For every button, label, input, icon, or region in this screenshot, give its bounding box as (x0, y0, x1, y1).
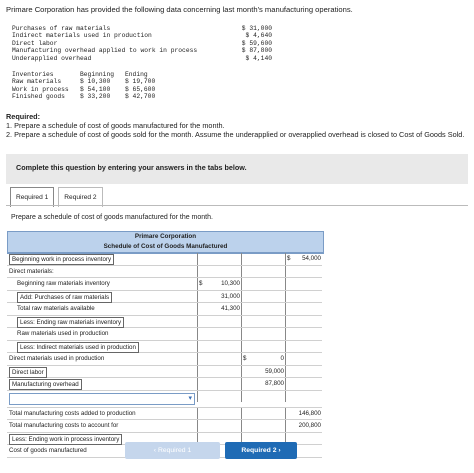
inv-header: Inventories (12, 71, 54, 78)
inv-cell: $ 19,700 (125, 78, 156, 86)
schedule-row-label: Total manufacturing costs added to production (9, 409, 136, 417)
schedule-lines (7, 253, 322, 458)
schedule-row-label[interactable]: Direct labor (9, 367, 47, 378)
inner-amount-cell-value: 0 (280, 355, 284, 362)
mid-amount-cell[interactable] (197, 328, 242, 340)
inner-amount-cell[interactable] (241, 353, 286, 365)
required-item: 2. Prepare a schedule of cost of goods sold for the month. Assume the underapplied or overapplied overhead is closed to Cost of Goods Sold. (6, 130, 465, 139)
total-amount-cell[interactable] (285, 291, 323, 303)
problem-intro: Primare Corporation has provided the following data concerning last month's manufacturing operations. (6, 5, 353, 14)
mid-amount-cell[interactable] (197, 366, 242, 378)
overhead-adjust-select[interactable] (9, 393, 195, 405)
schedule-row (7, 353, 322, 366)
mid-amount-cell[interactable] (197, 266, 242, 278)
schedule-row (7, 366, 322, 379)
tab-required-1[interactable]: Required 1 (10, 187, 54, 207)
schedule-row (7, 278, 322, 291)
mid-amount-cell[interactable] (197, 391, 242, 403)
schedule-row-label[interactable]: Less: Indirect materials used in production (17, 342, 139, 353)
total-amount-cell[interactable] (285, 303, 323, 315)
next-button[interactable]: Required 2 › (225, 442, 297, 459)
inv-cell: $ 65,600 (125, 85, 156, 93)
inner-amount-cell[interactable] (241, 420, 286, 432)
mid-amount-cell[interactable] (197, 253, 242, 265)
required-item: 1. Prepare a schedule of cost of goods manufactured for the month. (6, 121, 225, 130)
dollar-sign: $ (287, 255, 291, 262)
inv-cell: Raw materials (12, 78, 62, 86)
schedule-row-label: Total raw materials available (17, 305, 95, 312)
inner-amount-cell[interactable] (241, 341, 286, 353)
dollar-sign: $ (199, 280, 203, 287)
inv-cell: $ 10,300 (80, 78, 111, 86)
schedule-row (7, 391, 322, 408)
mid-amount-cell[interactable] (197, 278, 242, 290)
schedule-row-label: Direct materials: (9, 267, 54, 275)
tab-bar (10, 187, 107, 207)
mid-amount-cell[interactable] (197, 316, 242, 328)
inner-amount-cell[interactable] (241, 266, 286, 278)
total-amount-cell[interactable] (285, 316, 323, 328)
schedule-header (7, 231, 324, 254)
mid-amount-cell[interactable] (197, 291, 242, 303)
next-button-label: Required 2 (241, 447, 277, 454)
mid-amount-cell[interactable] (197, 353, 242, 365)
schedule-row-label[interactable]: Less: Ending work in process inventory (9, 434, 122, 445)
inner-amount-cell[interactable] (241, 291, 286, 303)
fact-value: $ 4,640 (245, 32, 272, 40)
schedule-row-label[interactable]: Add: Purchases of raw materials (17, 292, 112, 303)
total-amount-cell[interactable] (285, 420, 323, 432)
schedule-row (7, 420, 322, 433)
inv-cell: $ 42,700 (125, 93, 156, 101)
instruction-text: Complete this question by entering your answers in the tabs below. (16, 163, 247, 172)
fact-label: Direct labor (12, 39, 58, 47)
mid-amount-cell-value: 41,300 (221, 305, 240, 312)
total-amount-cell[interactable] (285, 366, 323, 378)
fact-label: Purchases of raw materials (12, 25, 111, 32)
schedule-row (7, 253, 322, 266)
inner-amount-cell[interactable] (241, 328, 286, 340)
inner-amount-cell-value: 87,800 (265, 380, 284, 387)
total-amount-cell[interactable] (285, 266, 323, 278)
schedule-row (7, 303, 322, 316)
mid-amount-cell[interactable] (197, 303, 242, 315)
mid-amount-cell-value: 10,300 (221, 280, 240, 287)
inner-amount-cell-value: 59,000 (265, 367, 284, 375)
fact-label: Underapplied overhead (12, 54, 92, 62)
schedule-row (7, 316, 322, 329)
schedule-row-label: Beginning raw materials inventory (17, 280, 110, 287)
inv-cell: Work in process (12, 85, 69, 93)
required-section (6, 112, 470, 139)
fact-value: $ 4,140 (245, 54, 272, 62)
schedule-company: Primare Corporation (8, 232, 323, 242)
inv-cell: $ 54,100 (80, 85, 111, 93)
total-amount-cell[interactable] (285, 253, 323, 265)
facts-table (12, 25, 272, 62)
fact-label: Manufacturing overhead applied to work in process (12, 47, 198, 55)
schedule-row-label: Direct materials used in production (9, 355, 105, 362)
inv-header: Ending (125, 71, 148, 78)
total-amount-cell-value: 54,000 (302, 255, 321, 262)
tab-required-2[interactable]: Required 2 (58, 187, 102, 207)
schedule-row-label[interactable]: Beginning work in process inventory (9, 254, 114, 265)
schedule-row (7, 408, 322, 421)
inner-amount-cell[interactable] (241, 408, 286, 420)
inner-amount-cell[interactable] (241, 303, 286, 315)
fact-value: $ 31,000 (241, 25, 272, 32)
fact-label: Indirect materials used in production (12, 32, 152, 40)
total-amount-cell[interactable] (285, 378, 323, 390)
inv-cell: $ 33,200 (80, 93, 111, 101)
inner-amount-cell[interactable] (241, 278, 286, 290)
fact-value: $ 87,800 (241, 47, 272, 55)
inventories-table (12, 71, 170, 101)
mid-amount-cell[interactable] (197, 378, 242, 390)
inv-header: Beginning (80, 71, 115, 78)
mid-amount-cell[interactable] (197, 341, 242, 353)
tab-divider (6, 205, 468, 206)
schedule-row-label[interactable]: Less: Ending raw materials inventory (17, 317, 124, 328)
prev-button[interactable]: ‹ Required 1 (125, 442, 220, 459)
mid-amount-cell[interactable] (197, 408, 242, 420)
tab-prompt: Prepare a schedule of cost of goods manufactured for the month. (11, 214, 213, 221)
schedule-row (7, 291, 322, 304)
total-amount-cell[interactable] (285, 341, 323, 353)
required-heading: Required: (6, 112, 41, 121)
total-amount-cell[interactable] (285, 408, 323, 420)
inner-amount-cell[interactable] (241, 378, 286, 390)
inner-amount-cell[interactable] (241, 391, 286, 403)
schedule-row-label: Total manufacturing costs to account for (9, 422, 119, 429)
inner-amount-cell[interactable] (241, 253, 286, 265)
total-amount-cell-value: 146,800 (298, 409, 321, 417)
total-amount-cell[interactable] (285, 328, 323, 340)
total-amount-cell[interactable] (285, 278, 323, 290)
total-amount-cell-value: 200,800 (298, 422, 321, 429)
schedule-title: Schedule of Cost of Goods Manufactured (8, 242, 323, 253)
total-amount-cell[interactable] (285, 391, 323, 403)
chevron-down-icon: ▾ (188, 394, 192, 402)
schedule-row (7, 328, 322, 341)
schedule-row-label: Raw materials used in production (17, 330, 109, 337)
dollar-sign: $ (243, 355, 247, 362)
mid-amount-cell[interactable] (197, 420, 242, 432)
fact-value: $ 59,600 (241, 39, 272, 47)
mid-amount-cell-value: 31,000 (221, 292, 240, 300)
instruction-band (6, 154, 468, 184)
inv-cell: Finished goods (12, 93, 65, 101)
inner-amount-cell[interactable] (241, 316, 286, 328)
total-amount-cell[interactable] (285, 353, 323, 365)
schedule-row (7, 266, 322, 279)
schedule-row (7, 341, 322, 354)
inner-amount-cell[interactable] (241, 366, 286, 378)
schedule-row (7, 378, 322, 391)
schedule-row-label[interactable]: Manufacturing overhead (9, 379, 82, 390)
prev-button-label: Required 1 (157, 447, 192, 454)
schedule-row-label: Cost of goods manufactured (9, 447, 87, 454)
